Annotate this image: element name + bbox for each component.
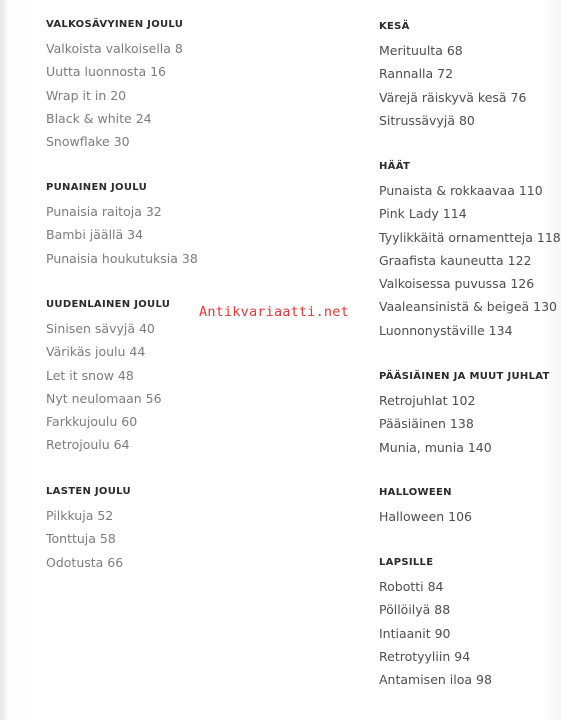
entry-list xyxy=(46,37,183,153)
section-title: HALLOWEEN xyxy=(379,487,452,498)
entry-list xyxy=(46,317,170,457)
toc-entry: Pöllöilyä 88 xyxy=(379,602,451,618)
section-title: LASTEN JOULU xyxy=(46,486,131,497)
toc-entry: Pink Lady 114 xyxy=(379,206,467,222)
toc-entry: Pilkkuja 52 xyxy=(46,508,114,523)
section-kesa xyxy=(379,19,526,132)
toc-entry: Nyt neulomaan 56 xyxy=(46,390,162,406)
toc-entry: Valkoista valkoisella 8 xyxy=(46,41,183,56)
toc-entry: Intiaanit 90 xyxy=(379,625,451,641)
watermark-text: Antikvariaatti.net xyxy=(199,304,349,320)
toc-entry: Vaaleansinistä & beigeä 130 xyxy=(379,299,558,315)
entry-list xyxy=(379,505,472,528)
toc-entry: Valkoisessa puvussa 126 xyxy=(379,276,535,292)
toc-entry: Pääsiäinen 138 xyxy=(379,416,474,432)
toc-entry: Luonnonystäville 134 xyxy=(379,322,513,338)
section-haat xyxy=(379,159,561,342)
toc-entry: Odotusta 66 xyxy=(46,554,124,570)
toc-entry: Wrap it in 20 xyxy=(46,87,127,103)
toc-entry: Uutta luonnosta 16 xyxy=(46,64,166,80)
toc-entry: Robotti 84 xyxy=(379,579,444,594)
toc-entry: Punaista & rokkaavaa 110 xyxy=(379,183,543,198)
toc-entry: Sinisen sävyjä 40 xyxy=(46,321,155,336)
toc-entry: Värikäs joulu 44 xyxy=(46,344,146,360)
toc-entry: Punaisia houkutuksia 38 xyxy=(46,250,198,266)
toc-entry: Tonttuja 58 xyxy=(46,531,116,547)
toc-entry: Farkkujoulu 60 xyxy=(46,414,138,430)
toc-entry: Punaisia raitoja 32 xyxy=(46,204,162,219)
entry-list xyxy=(46,200,198,270)
toc-entry: Graafista kauneutta 122 xyxy=(379,252,532,268)
section-title: VALKOSÄVYINEN JOULU xyxy=(46,19,184,30)
section-title: PUNAINEN JOULU xyxy=(46,182,148,193)
toc-entry: Rannalla 72 xyxy=(379,66,454,82)
toc-entry: Retrojuhlat 102 xyxy=(379,393,476,408)
toc-entry: Tyylikkäitä ornamentteja 118 xyxy=(379,229,561,245)
section-title: UUDENLAINEN JOULU xyxy=(46,299,171,310)
toc-entry: Retrojoulu 64 xyxy=(46,437,130,453)
entry-list xyxy=(379,179,561,342)
toc-entry: Snowflake 30 xyxy=(46,134,130,150)
section-uudenlainen-joulu xyxy=(46,297,170,457)
toc-entry: Merituulta 68 xyxy=(379,43,463,58)
section-title: HÄÄT xyxy=(379,161,411,172)
toc-entry: Bambi jäällä 34 xyxy=(46,227,144,243)
toc-entry: Sitrussävyjä 80 xyxy=(379,112,475,128)
section-halloween xyxy=(379,485,472,528)
toc-entry: Värejä räiskyvä kesä 76 xyxy=(379,89,527,105)
spine-shadow xyxy=(0,0,8,720)
section-punainen-joulu xyxy=(46,180,198,270)
toc-entry: Black & white 24 xyxy=(46,110,152,126)
section-title: KESÄ xyxy=(379,21,410,32)
entry-list xyxy=(379,575,492,691)
section-title: PÄÄSIÄINEN JA MUUT JUHLAT xyxy=(379,371,550,382)
entry-list xyxy=(46,504,131,574)
toc-entry: Let it snow 48 xyxy=(46,367,134,383)
section-title: LAPSILLE xyxy=(379,557,434,568)
toc-entry: Retrotyyliin 94 xyxy=(379,648,471,664)
section-valkosavyinen-joulu xyxy=(46,17,183,153)
section-lasten-joulu xyxy=(46,484,131,574)
entry-list xyxy=(379,39,526,132)
toc-entry: Antamisen iloa 98 xyxy=(379,672,492,688)
section-lapsille xyxy=(379,555,492,691)
entry-list xyxy=(379,389,550,459)
section-paasiainen-ja-muut-juhlat xyxy=(379,369,550,459)
toc-entry: Munia, munia 140 xyxy=(379,439,492,455)
toc-entry: Halloween 106 xyxy=(379,509,473,524)
